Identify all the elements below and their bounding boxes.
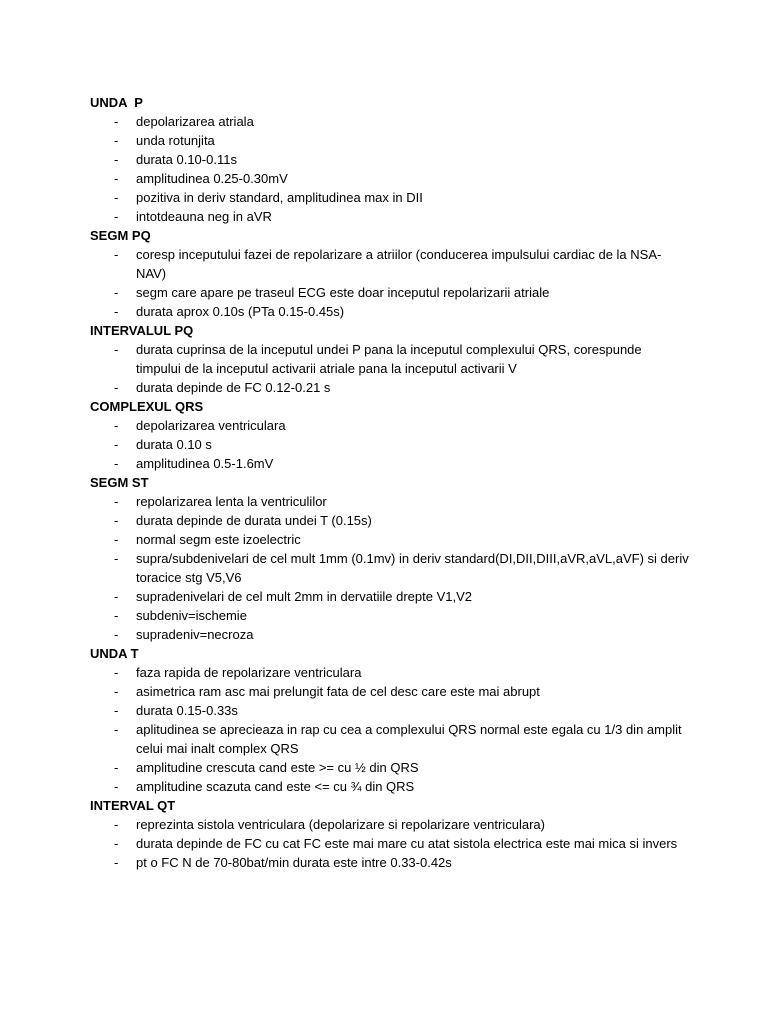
section-interval-qt bbox=[90, 796, 690, 872]
list-item bbox=[90, 245, 690, 283]
list-item-text: aplitudinea se aprecieaza in rap cu cea a complexului QRS normal este egala cu 1/3 din amplit celui mai inalt complex QRS bbox=[136, 722, 682, 756]
list-item-text: durata aprox 0.10s (PTa 0.15-0.45s) bbox=[136, 304, 345, 319]
section-title: UNDA T bbox=[90, 646, 139, 661]
list-item-text: supra/subdenivelari de cel mult 1mm (0.1mv) in deriv standard(DI,DII,DIII,aVR,aVL,aVF) si deriv toracice stg V5,V6 bbox=[136, 551, 689, 585]
list-item-text: durata 0.10 s bbox=[136, 437, 212, 452]
list-item bbox=[90, 340, 690, 378]
bullet-dash: - bbox=[114, 551, 119, 566]
list-item bbox=[90, 777, 690, 796]
bullet-dash: - bbox=[114, 171, 119, 186]
bullet-dash: - bbox=[114, 760, 119, 775]
list-item-text: amplitudinea 0.5-1.6mV bbox=[136, 456, 274, 471]
list-item bbox=[90, 834, 690, 853]
list-item bbox=[90, 283, 690, 302]
list-item bbox=[90, 720, 690, 758]
bullet-dash: - bbox=[114, 114, 119, 129]
bullet-dash: - bbox=[114, 380, 119, 395]
list-item bbox=[90, 682, 690, 701]
bullet-dash: - bbox=[114, 494, 119, 509]
bullet-dash: - bbox=[114, 722, 119, 737]
list-item-text: coresp inceputului fazei de repolarizare a atriilor (conducerea impulsului cardiac de la NSA-NAV) bbox=[136, 247, 662, 281]
list-item bbox=[90, 131, 690, 150]
list-item bbox=[90, 511, 690, 530]
list-item-text: intotdeauna neg in aVR bbox=[136, 209, 272, 224]
bullet-dash: - bbox=[114, 285, 119, 300]
list-item-text: supradeniv=necroza bbox=[136, 627, 254, 642]
bullet-dash: - bbox=[114, 817, 119, 832]
section-title: INTERVAL QT bbox=[90, 798, 176, 813]
bullet-dash: - bbox=[114, 665, 119, 680]
bullet-dash: - bbox=[114, 437, 119, 452]
bullet-dash: - bbox=[114, 589, 119, 604]
list-item-text: depolarizarea atriala bbox=[136, 114, 254, 129]
list-item-text: normal segm este izoelectric bbox=[136, 532, 301, 547]
list-item bbox=[90, 701, 690, 720]
section-unda-t bbox=[90, 644, 690, 796]
bullet-dash: - bbox=[114, 513, 119, 528]
bullet-dash: - bbox=[114, 684, 119, 699]
bullet-dash: - bbox=[114, 152, 119, 167]
list-item bbox=[90, 606, 690, 625]
bullet-dash: - bbox=[114, 608, 119, 623]
list-item-text: durata depinde de FC cu cat FC este mai mare cu atat sistola electrica este mai mica si invers bbox=[136, 836, 678, 851]
bullet-dash: - bbox=[114, 133, 119, 148]
bullet-dash: - bbox=[114, 209, 119, 224]
list-item bbox=[90, 853, 690, 872]
section-unda-p bbox=[90, 93, 690, 226]
list-item-text: supradenivelari de cel mult 2mm in dervatiile drepte V1,V2 bbox=[136, 589, 473, 604]
bullet-dash: - bbox=[114, 304, 119, 319]
list-item bbox=[90, 416, 690, 435]
list-item bbox=[90, 549, 690, 587]
section-title: INTERVALUL PQ bbox=[90, 323, 194, 338]
section-intervalul-pq bbox=[90, 321, 690, 397]
bullet-dash: - bbox=[114, 855, 119, 870]
list-item bbox=[90, 663, 690, 682]
list-item bbox=[90, 188, 690, 207]
bullet-dash: - bbox=[114, 532, 119, 547]
list-item bbox=[90, 302, 690, 321]
bullet-dash: - bbox=[114, 703, 119, 718]
list-item-text: durata 0.10-0.11s bbox=[136, 152, 237, 167]
list-item-text: faza rapida de repolarizare ventriculara bbox=[136, 665, 362, 680]
section-title: COMPLEXUL QRS bbox=[90, 399, 204, 414]
bullet-dash: - bbox=[114, 836, 119, 851]
list-item-text: asimetrica ram asc mai prelungit fata de cel desc care este mai abrupt bbox=[136, 684, 540, 699]
bullet-dash: - bbox=[114, 779, 119, 794]
list-item-text: amplitudine crescuta cand este >= cu ½ din QRS bbox=[136, 760, 419, 775]
list-item-text: unda rotunjita bbox=[136, 133, 215, 148]
list-item-text: depolarizarea ventriculara bbox=[136, 418, 286, 433]
list-item-text: subdeniv=ischemie bbox=[136, 608, 247, 623]
list-item bbox=[90, 492, 690, 511]
list-item bbox=[90, 207, 690, 226]
section-segm-pq bbox=[90, 226, 690, 321]
bullet-dash: - bbox=[114, 247, 119, 262]
list-item bbox=[90, 112, 690, 131]
list-item-text: reprezinta sistola ventriculara (depolarizare si repolarizare ventriculara) bbox=[136, 817, 545, 832]
list-item bbox=[90, 587, 690, 606]
list-item-text: segm care apare pe traseul ECG este doar inceputul repolarizarii atriale bbox=[136, 285, 550, 300]
section-segm-st bbox=[90, 473, 690, 644]
bullet-dash: - bbox=[114, 190, 119, 205]
list-item-text: durata 0.15-0.33s bbox=[136, 703, 238, 718]
bullet-dash: - bbox=[114, 627, 119, 642]
bullet-dash: - bbox=[114, 418, 119, 433]
list-item bbox=[90, 435, 690, 454]
list-item bbox=[90, 150, 690, 169]
list-item-text: durata depinde de FC 0.12-0.21 s bbox=[136, 380, 331, 395]
list-item bbox=[90, 378, 690, 397]
list-item-text: repolarizarea lenta la ventriculilor bbox=[136, 494, 327, 509]
list-item bbox=[90, 530, 690, 549]
section-complexul-qrs bbox=[90, 397, 690, 473]
list-item-text: pt o FC N de 70-80bat/min durata este intre 0.33-0.42s bbox=[136, 855, 452, 870]
section-title: SEGM ST bbox=[90, 475, 149, 490]
bullet-dash: - bbox=[114, 456, 119, 471]
list-item-text: amplitudine scazuta cand este <= cu ¾ din QRS bbox=[136, 779, 415, 794]
section-title: SEGM PQ bbox=[90, 228, 151, 243]
document-page bbox=[90, 93, 690, 872]
list-item bbox=[90, 625, 690, 644]
section-title: UNDA P bbox=[90, 95, 143, 110]
list-item bbox=[90, 454, 690, 473]
list-item-text: durata cuprinsa de la inceputul undei P pana la inceputul complexului QRS, corespunde timpului de la inceputul activarii atriale pana la inceputul activarii V bbox=[136, 342, 642, 376]
list-item bbox=[90, 169, 690, 188]
list-item-text: amplitudinea 0.25-0.30mV bbox=[136, 171, 288, 186]
list-item bbox=[90, 815, 690, 834]
list-item-text: pozitiva in deriv standard, amplitudinea max in DII bbox=[136, 190, 423, 205]
bullet-dash: - bbox=[114, 342, 119, 357]
list-item-text: durata depinde de durata undei T (0.15s) bbox=[136, 513, 372, 528]
list-item bbox=[90, 758, 690, 777]
